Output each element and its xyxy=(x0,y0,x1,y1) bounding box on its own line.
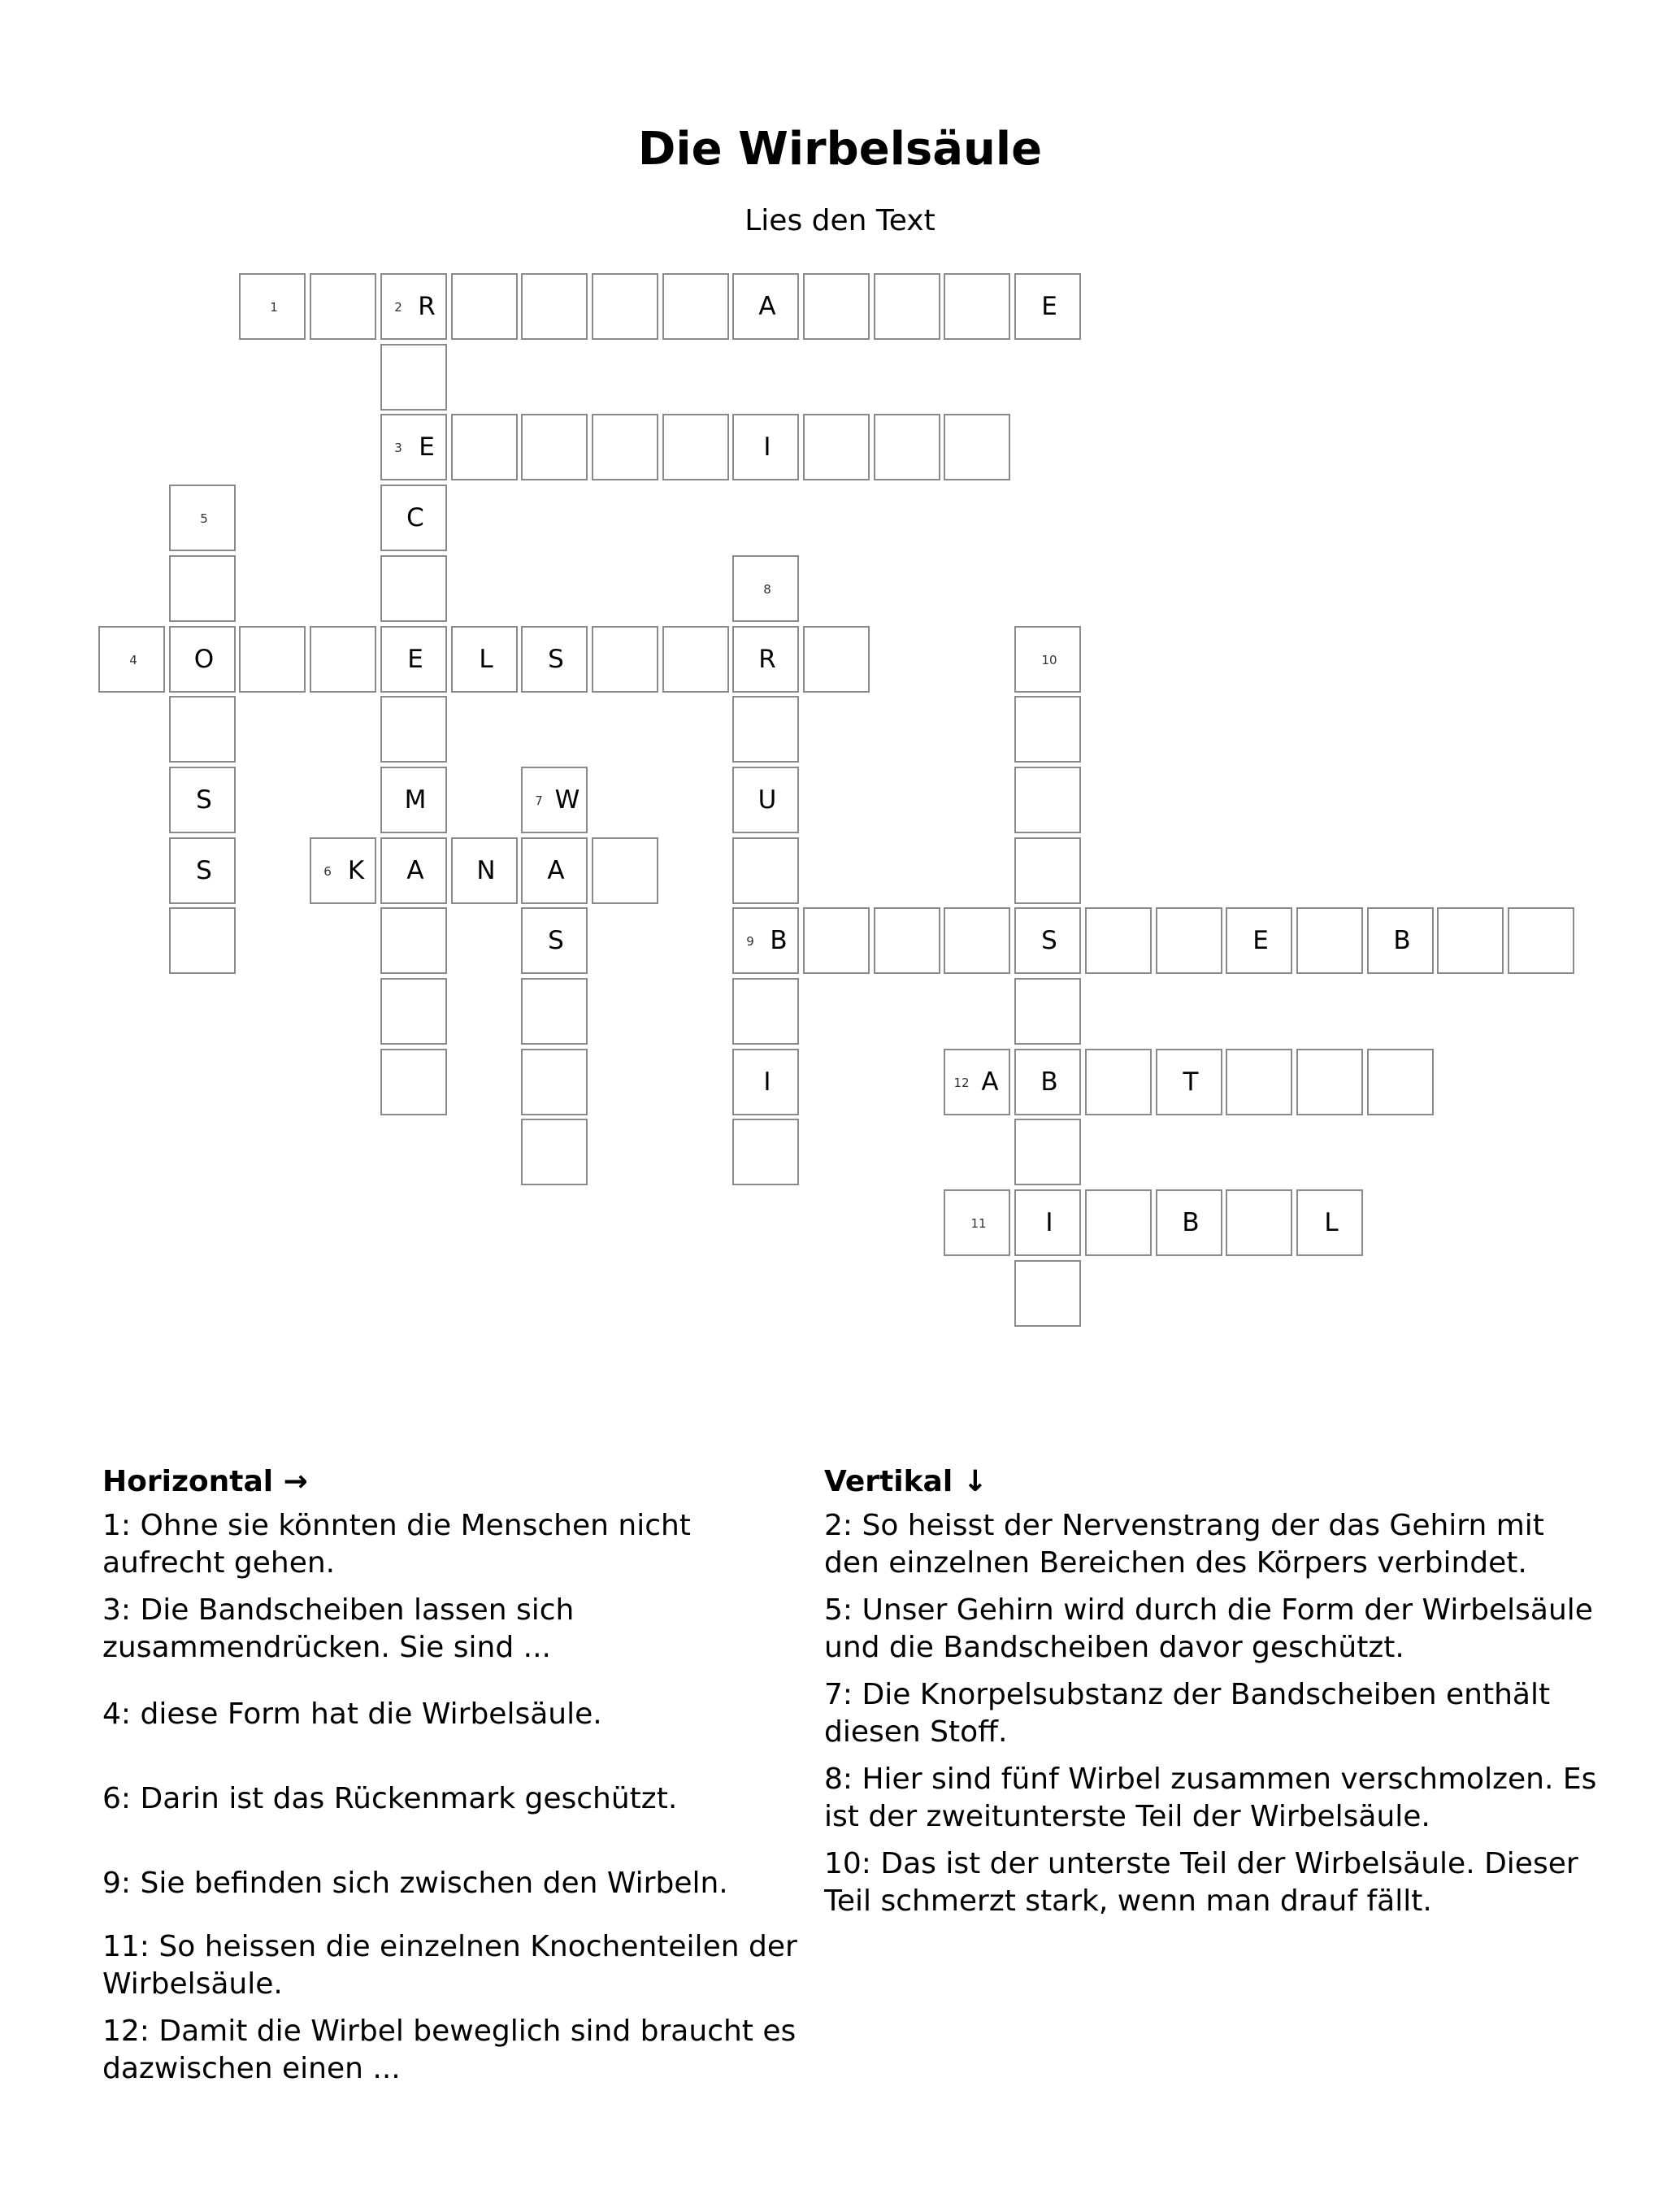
crossword-cell[interactable] xyxy=(310,273,376,340)
crossword-cell[interactable] xyxy=(944,414,1010,480)
clue-number: 10 xyxy=(1041,653,1057,667)
crossword-cell[interactable] xyxy=(380,1049,447,1115)
page-subtitle: Lies den Text xyxy=(744,204,936,237)
cell-letter: B xyxy=(1393,926,1411,955)
horizontal-clues xyxy=(102,1463,801,2088)
crossword-cell[interactable] xyxy=(662,273,729,340)
cell-letter: S xyxy=(1041,926,1057,955)
crossword-cell[interactable] xyxy=(169,626,236,693)
cell-letter: I xyxy=(763,432,771,462)
crossword-cell[interactable] xyxy=(451,626,518,693)
crossword-cell[interactable] xyxy=(98,626,165,693)
vertical-heading: Vertikal ↓ xyxy=(824,1465,988,1498)
crossword-cell[interactable] xyxy=(521,1119,588,1185)
crossword-cell[interactable] xyxy=(1014,273,1081,340)
clue-number: 1 xyxy=(270,300,278,315)
crossword-cell[interactable] xyxy=(521,837,588,904)
crossword-cell[interactable] xyxy=(944,273,1010,340)
cell-letter: W xyxy=(554,785,580,815)
crossword-cell[interactable] xyxy=(1014,767,1081,833)
crossword-cell[interactable] xyxy=(310,626,376,693)
clue-horizontal-4: 4: diese Form hat die Wirbelsäule. xyxy=(102,1697,602,1731)
cell-letter: A xyxy=(547,856,565,885)
crossword-cell[interactable] xyxy=(1508,907,1574,974)
crossword-cell[interactable] xyxy=(521,414,588,480)
crossword-cell[interactable] xyxy=(239,626,306,693)
clue-vertical-2: 2: So heisst der Nervenstrang der das Gehirn mit den einzelnen Bereichen des Körpers verbindet. xyxy=(824,1509,1544,1580)
crossword-cell[interactable] xyxy=(1014,696,1081,763)
crossword-cell[interactable] xyxy=(521,626,588,693)
clue-vertical-5: 5: Unser Gehirn wird durch die Form der Wirbelsäule und die Bandscheiben davor geschützt. xyxy=(824,1593,1593,1664)
crossword-cell[interactable] xyxy=(944,907,1010,974)
crossword-cell[interactable] xyxy=(169,555,236,622)
crossword-cell[interactable] xyxy=(1156,907,1222,974)
clue-number: 2 xyxy=(394,300,402,315)
cell-letter: S xyxy=(548,645,564,674)
crossword-cell[interactable] xyxy=(803,414,870,480)
clue-number: 4 xyxy=(129,653,137,667)
vertical-clues xyxy=(824,1463,1604,1920)
clue-vertical-10: 10: Das ist der unterste Teil der Wirbelsäule. Dieser Teil schmerzt stark, wenn man drauf fällt. xyxy=(824,1847,1578,1918)
crossword-cell[interactable] xyxy=(451,414,518,480)
crossword-cell[interactable] xyxy=(380,767,447,833)
crossword-cell[interactable] xyxy=(521,978,588,1045)
crossword-cell[interactable] xyxy=(521,273,588,340)
cell-letter: I xyxy=(763,1067,771,1097)
cell-letter: O xyxy=(193,645,215,674)
crossword-cell[interactable] xyxy=(380,696,447,763)
crossword-cell[interactable] xyxy=(1085,1189,1152,1256)
crossword-cell[interactable] xyxy=(1085,1049,1152,1115)
cell-letter: A xyxy=(406,856,424,885)
crossword-cell[interactable] xyxy=(1226,1049,1292,1115)
crossword-cell[interactable] xyxy=(1226,907,1292,974)
crossword-cell[interactable] xyxy=(1085,907,1152,974)
cell-letter: S xyxy=(196,785,212,815)
crossword-cell[interactable] xyxy=(380,485,447,551)
crossword-cell[interactable] xyxy=(732,555,799,622)
cell-letter: R xyxy=(418,292,436,321)
crossword-cell[interactable] xyxy=(1226,1189,1292,1256)
crossword-cell[interactable] xyxy=(380,978,447,1045)
crossword-cell[interactable] xyxy=(380,837,447,904)
clue-number: 7 xyxy=(535,793,543,808)
crossword-cell[interactable] xyxy=(239,273,306,340)
cell-letter: A xyxy=(981,1067,999,1097)
crossword-cell[interactable] xyxy=(521,767,588,833)
clue-number: 6 xyxy=(323,864,332,879)
crossword-cell[interactable] xyxy=(662,414,729,480)
cell-letter: S xyxy=(196,856,212,885)
cell-letter: N xyxy=(476,856,496,885)
crossword-cell[interactable] xyxy=(1014,1119,1081,1185)
crossword-cell[interactable] xyxy=(732,978,799,1045)
cell-letter: S xyxy=(548,926,564,955)
crossword-cell[interactable] xyxy=(874,907,940,974)
crossword-cell[interactable] xyxy=(169,907,236,974)
crossword-cell[interactable] xyxy=(380,344,447,411)
crossword-cell[interactable] xyxy=(1156,1049,1222,1115)
clue-number: 5 xyxy=(200,511,208,526)
page-title: Die Wirbelsäule xyxy=(637,123,1043,176)
cell-letter: E xyxy=(1041,292,1057,321)
crossword-cell[interactable] xyxy=(169,767,236,833)
crossword-cell[interactable] xyxy=(803,626,870,693)
clue-horizontal-3: 3: Die Bandscheiben lassen sich zusammendrücken. Sie sind ... xyxy=(102,1593,575,1664)
clue-number: 8 xyxy=(763,582,771,597)
cell-letter: K xyxy=(347,856,365,885)
cell-letter: E xyxy=(407,645,423,674)
cell-letter: I xyxy=(1045,1208,1053,1237)
crossword-cell[interactable] xyxy=(874,273,940,340)
crossword-cell[interactable] xyxy=(874,414,940,480)
clue-number: 9 xyxy=(746,934,754,949)
clue-horizontal-11: 11: So heissen die einzelnen Knochenteilen der Wirbelsäule. xyxy=(102,1930,797,2001)
cell-letter: R xyxy=(758,645,776,674)
cell-letter: B xyxy=(770,926,788,955)
horizontal-heading: Horizontal → xyxy=(102,1465,308,1498)
crossword-cell[interactable] xyxy=(1367,907,1434,974)
crossword-cell[interactable] xyxy=(451,837,518,904)
crossword-cell[interactable] xyxy=(1014,837,1081,904)
crossword-cell[interactable] xyxy=(1014,1260,1081,1327)
crossword-cell[interactable] xyxy=(732,1119,799,1185)
clue-number: 12 xyxy=(953,1076,970,1090)
clue-horizontal-6: 6: Darin ist das Rückenmark geschützt. xyxy=(102,1782,678,1815)
clue-vertical-8: 8: Hier sind fünf Wirbel zusammen verschmolzen. Es ist der zweitunterste Teil der Wirbelsäule. xyxy=(824,1763,1597,1833)
crossword-cell[interactable] xyxy=(1014,626,1081,693)
crossword-cell[interactable] xyxy=(1296,1049,1363,1115)
crossword-cell[interactable] xyxy=(592,626,658,693)
cell-letter: E xyxy=(419,432,435,462)
cell-letter: M xyxy=(404,785,427,815)
clue-horizontal-12: 12: Damit die Wirbel beweglich sind braucht es dazwischen einen ... xyxy=(102,2015,797,2085)
crossword-cell[interactable] xyxy=(451,273,518,340)
crossword-cell[interactable] xyxy=(732,273,799,340)
crossword-cell[interactable] xyxy=(732,696,799,763)
crossword-cell[interactable] xyxy=(169,837,236,904)
crossword-cell[interactable] xyxy=(944,1189,1010,1256)
crossword-cell[interactable] xyxy=(1014,907,1081,974)
crossword-cell[interactable] xyxy=(732,414,799,480)
crossword-cell[interactable] xyxy=(380,414,447,480)
cell-letter: A xyxy=(758,292,776,321)
crossword-cell[interactable] xyxy=(1296,1189,1363,1256)
cell-letter: C xyxy=(406,503,424,532)
crossword-cell[interactable] xyxy=(169,485,236,551)
crossword-cell[interactable] xyxy=(380,555,447,622)
clue-number: 3 xyxy=(394,441,402,455)
crossword-cell[interactable] xyxy=(944,1049,1010,1115)
cell-letter: L xyxy=(1324,1208,1339,1237)
crossword-cell[interactable] xyxy=(1437,907,1504,974)
crossword-cell[interactable] xyxy=(1014,978,1081,1045)
clue-number: 11 xyxy=(970,1216,987,1231)
crossword-cell[interactable] xyxy=(521,907,588,974)
crossword-cell[interactable] xyxy=(592,273,658,340)
crossword-cell[interactable] xyxy=(732,626,799,693)
crossword-cell[interactable] xyxy=(1367,1049,1434,1115)
cell-letter: T xyxy=(1183,1067,1199,1097)
crossword-cell[interactable] xyxy=(521,1049,588,1115)
crossword-cell[interactable] xyxy=(732,1049,799,1115)
cell-letter: U xyxy=(758,785,777,815)
crossword-cell[interactable] xyxy=(380,907,447,974)
crossword-cell[interactable] xyxy=(380,626,447,693)
crossword-cell[interactable] xyxy=(592,837,658,904)
cell-letter: L xyxy=(479,645,493,674)
crossword-cell[interactable] xyxy=(592,414,658,480)
crossword-cell[interactable] xyxy=(732,837,799,904)
clue-horizontal-1: 1: Ohne sie könnten die Menschen nicht aufrecht gehen. xyxy=(102,1509,691,1580)
crossword-cell[interactable] xyxy=(380,273,447,340)
crossword-cell[interactable] xyxy=(1156,1189,1222,1256)
clue-vertical-7: 7: Die Knorpelsubstanz der Bandscheiben enthält diesen Stoff. xyxy=(824,1678,1551,1749)
crossword-cell[interactable] xyxy=(1014,1189,1081,1256)
crossword-cell[interactable] xyxy=(310,837,376,904)
crossword-cell[interactable] xyxy=(169,696,236,763)
clue-horizontal-9: 9: Sie befinden sich zwischen den Wirbeln. xyxy=(102,1867,728,1900)
crossword-cell[interactable] xyxy=(662,626,729,693)
crossword-cell[interactable] xyxy=(732,907,799,974)
crossword-cell[interactable] xyxy=(1014,1049,1081,1115)
crossword-cell[interactable] xyxy=(803,273,870,340)
cell-letter: B xyxy=(1182,1208,1200,1237)
crossword-cell[interactable] xyxy=(1296,907,1363,974)
cell-letter: E xyxy=(1252,926,1269,955)
crossword-cell[interactable] xyxy=(803,907,870,974)
crossword-cell[interactable] xyxy=(732,767,799,833)
cell-letter: B xyxy=(1040,1067,1058,1097)
